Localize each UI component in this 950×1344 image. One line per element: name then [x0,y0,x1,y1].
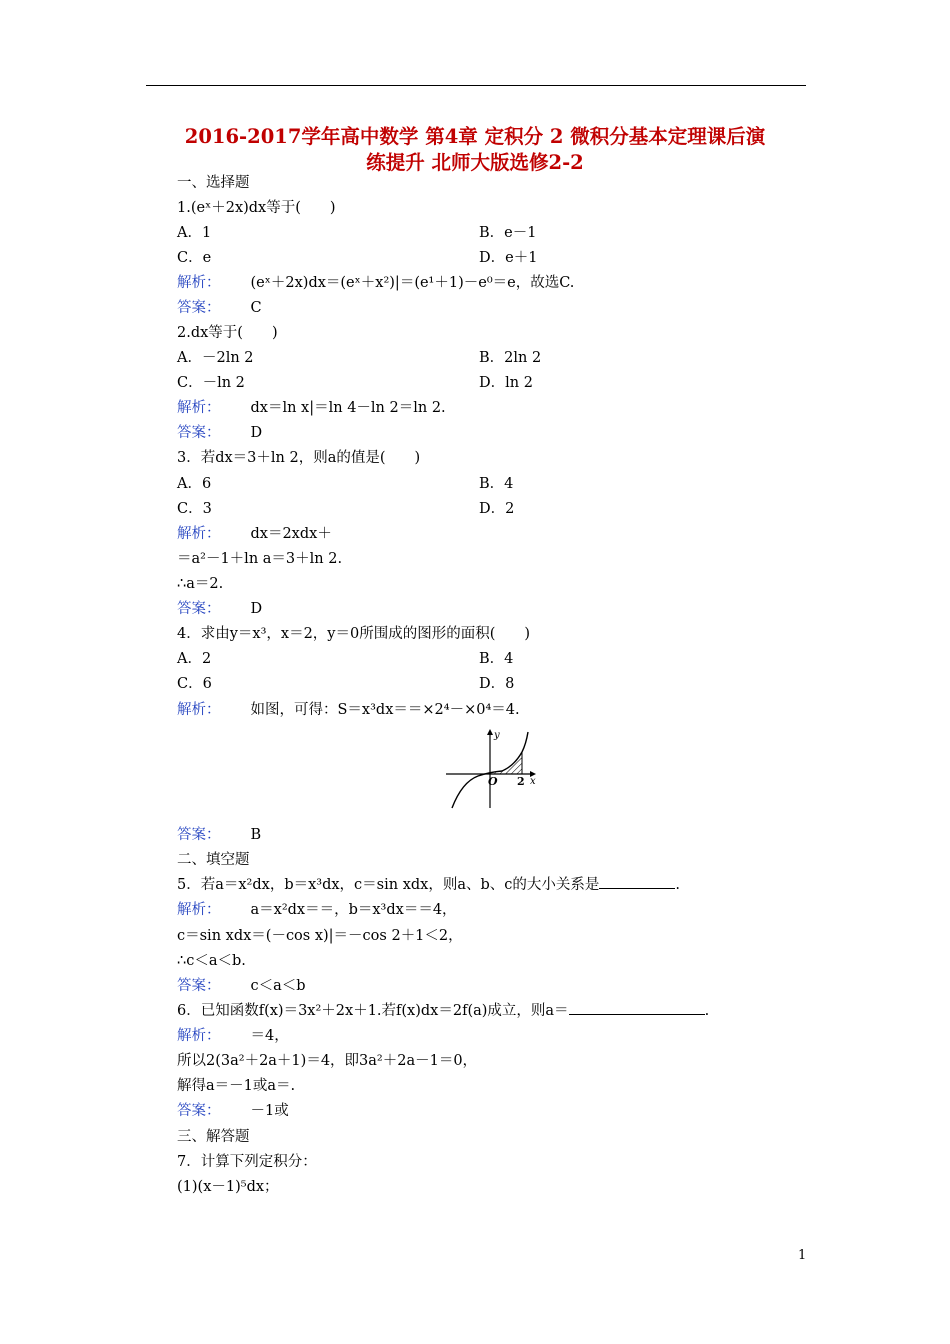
x-axis-label: x [530,776,536,787]
q7-part1: (1)(x－1)⁵dx； [177,1179,279,1195]
q3-analysis-text: dx＝2xdx＋ [250,526,332,542]
q2-analysis-text: dx＝ln x|＝ln 4－ln 2＝ln 2. [250,400,446,416]
q6-answer-text: －1或 [250,1103,289,1119]
page-number: 1 [798,1248,807,1263]
q2-option-c: C．－ln 2 [177,375,245,391]
q5-answer [177,976,306,996]
q4-analysis-text: 如图，可得：S＝x³dx＝＝×2⁴－×0⁴＝4. [250,702,520,718]
tick-label-2: 2 [517,775,525,788]
q6-blank [569,1001,705,1015]
document-title-line2: 练提升 北师大版选修2-2 [366,151,584,174]
q3-option-a: A．6 [177,476,212,492]
q1-option-b: B．e－1 [479,225,537,241]
q4-option-d: D．8 [479,676,515,692]
q3-analysis-line3: ∴a＝2. [177,576,224,592]
q3-option-d: D．2 [479,501,515,517]
q3-analysis [177,524,332,544]
q1-option-c: C．e [177,250,212,266]
document-title-line1: 2016-2017学年高中数学 第4章 定积分 2 微积分基本定理课后演 [184,125,766,148]
q4-option-a: A．2 [177,651,212,667]
q2-stem: 2.dx等于( ) [177,325,278,341]
q5-blank [599,875,675,889]
q2-answer [177,423,262,443]
answer-label: 答案： [177,425,221,441]
q6-analysis-line3: 解得a＝－1或a＝. [177,1078,296,1094]
q1-option-d: D．e＋1 [479,250,538,266]
q3-analysis-line2: ＝a²－1＋ln a＝3＋ln 2. [177,551,343,567]
q1-option-a: A．1 [177,225,212,241]
q6-analysis-line2: 所以2(3a²＋2a＋1)＝4，即3a²＋2a－1＝0， [177,1053,478,1069]
q3-answer [177,599,262,619]
q1-stem: 1.(eˣ＋2x)dx等于( ) [177,200,336,216]
answer-label: 答案： [177,978,221,994]
q5-analysis-line2: c＝sin xdx＝(－cos x)|＝－cos 2＋1＜2， [177,928,463,944]
q1-analysis [177,273,574,293]
q2-analysis [177,398,446,418]
q6-analysis-text: ＝4， [250,1028,289,1044]
analysis-label: 解析： [177,526,221,542]
answer-label: 答案： [177,601,221,617]
answer-label: 答案： [177,827,221,843]
q2-option-b: B．2ln 2 [479,350,542,366]
y-axis-arrow [487,729,493,735]
q7-stem: 7．计算下列定积分： [177,1154,317,1170]
q4-answer-text: B [250,827,262,843]
q5-analysis [177,900,457,920]
origin-label: O [488,775,498,788]
answer-label: 答案： [177,300,221,316]
analysis-label: 解析： [177,275,221,291]
q5-stem: 5．若a＝x²dx，b＝x³dx，c＝sin xdx，则a、b、c的大小关系是 [177,877,600,893]
section-heading-choice: 一、选择题 [177,175,250,191]
analysis-label: 解析： [177,400,221,416]
shaded-area [490,752,522,774]
q2-option-a: A．－2ln 2 [177,350,254,366]
answer-label: 答案： [177,1103,221,1119]
q1-analysis-text: (eˣ＋2x)dx＝(eˣ＋x²)|＝(e¹＋1)－e⁰＝e，故选C. [250,275,575,291]
cubic-area-figure [440,726,550,812]
q1-answer [177,298,262,318]
q5-stem-line [177,875,680,895]
q5-stem-end: . [675,877,680,893]
q6-stem-end: . [704,1003,710,1019]
q4-option-c: C．6 [177,676,212,692]
analysis-label: 解析： [177,702,221,718]
q2-answer-text: D [250,425,263,441]
section-heading-fill: 二、填空题 [177,852,250,868]
header-rule [146,85,806,86]
q3-option-c: C．3 [177,501,212,517]
q4-answer [177,825,261,845]
q4-analysis [177,700,520,720]
q5-analysis-text: a＝x²dx＝＝，b＝x³dx＝＝4， [250,902,457,918]
q2-option-d: D．ln 2 [479,375,533,391]
q5-answer-text: c＜a＜b [250,978,306,994]
q3-stem: 3．若dx＝3＋ln 2，则a的值是( ) [177,450,421,466]
section-heading-solve: 三、解答题 [177,1129,250,1145]
analysis-label: 解析： [177,902,221,918]
q6-answer [177,1101,289,1121]
q6-stem: 6．已知函数f(x)＝3x²＋2x＋1.若f(x)dx＝2f(a)成立，则a＝ [177,1003,569,1019]
q4-option-b: B．4 [479,651,514,667]
q3-answer-text: D [250,601,263,617]
q3-option-b: B．4 [479,476,514,492]
q5-analysis-line3: ∴c＜a＜b. [177,953,246,969]
q6-analysis [177,1026,289,1046]
q1-answer-text: C [250,300,262,316]
q6-stem-line [177,1001,709,1021]
analysis-label: 解析： [177,1028,221,1044]
y-axis-label: y [494,730,500,741]
q4-stem: 4．求由y＝x³，x＝2，y＝0所围成的图形的面积( ) [177,626,531,642]
